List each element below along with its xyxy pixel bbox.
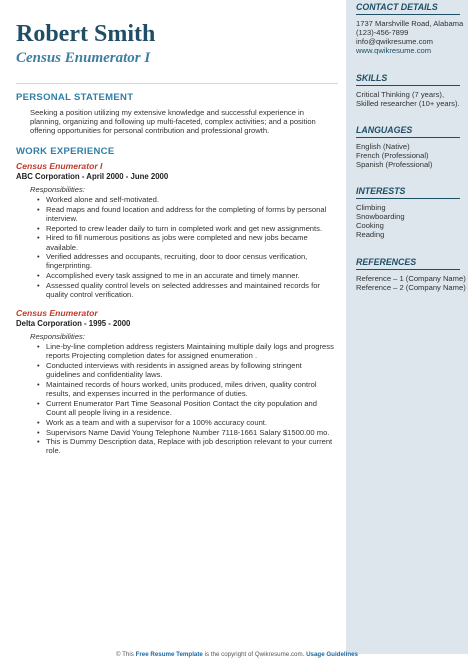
interests-section (356, 186, 468, 239)
list-item: Climbing (356, 203, 386, 212)
list-item: Reference – 1 (Company Name) (356, 274, 466, 283)
usage-guidelines-link[interactable]: Usage Guidelines (306, 651, 359, 658)
references-section (356, 257, 468, 292)
references-heading: REFERENCES (356, 257, 460, 270)
list-item: • Accomplished every task assigned to me in an accurate and timely manner. (46, 271, 336, 280)
contact-email[interactable]: info@qwikresume.com (356, 37, 433, 46)
list-item: English (Native) (356, 142, 410, 151)
sidebar (346, 0, 468, 654)
skills-heading: SKILLS (356, 73, 460, 86)
languages-list (356, 142, 468, 169)
list-item: Cooking (356, 221, 384, 230)
footer-copyright-prefix: © This (115, 651, 134, 658)
contact-heading: CONTACT DETAILS (356, 2, 460, 15)
list-item: • Worked alone and self-motivated. (46, 195, 336, 204)
responsibilities-label: Responsibilities: (30, 332, 85, 342)
list-item: Reading (356, 230, 385, 239)
list-item: Reference – 2 (Company Name) (356, 283, 466, 292)
list-item: French (Professional) (356, 151, 429, 160)
skills-text: Critical Thinking (7 years), Skilled researcher (10+ years). (356, 90, 460, 108)
list-item: • This is Dummy Description data, Replace with job description relevant to your current role. (46, 437, 336, 455)
list-item: • Conducted interviews with residents in assigned areas by following stringent guidelines and confidentiality laws. (46, 361, 336, 379)
footer (0, 651, 474, 658)
contact-section (356, 0, 468, 55)
list-item: Spanish (Professional) (356, 160, 433, 169)
list-item: • Assessed quality control levels on selected addresses and maintained records for quality control verification. (46, 281, 336, 299)
interests-heading: INTERESTS (356, 186, 460, 199)
contact-website[interactable]: www.qwikresume.com (356, 46, 432, 55)
list-item: • Supervisors Name David Young Telephone Number 7118-1661 Salary $1500.00 mo. (46, 428, 336, 437)
responsibility-list (16, 195, 336, 299)
references-list (356, 274, 468, 292)
list-item: • Line-by-line completion address registers Maintaining multiple daily logs and progress reports Projecting completion dates for assigned enumeration . (46, 342, 336, 360)
list-item: • Maintained records of hours worked, units produced, miles driven, quality control results, and expenses incurred in the performance of duties. (46, 380, 336, 398)
languages-heading: LANGUAGES (356, 125, 460, 138)
divider (16, 83, 338, 84)
job-role: Census Enumerator I (16, 161, 103, 171)
candidate-title: Census Enumerator I (16, 50, 151, 66)
main-column (16, 14, 336, 456)
job-company-dates: ABC Corporation - April 2000 - June 2000 (16, 172, 169, 181)
list-item: Snowboarding (356, 212, 405, 221)
list-item: • Hired to fill numerous positions as jobs were completed and new jobs became available. (46, 233, 336, 251)
job-role: Census Enumerator (16, 308, 98, 319)
interests-list (356, 203, 468, 239)
footer-copyright-text: is the copyright of Qwikresume.com. (204, 651, 305, 658)
job-company-dates: Delta Corporation - 1995 - 2000 (16, 319, 131, 329)
contact-address: 1737 Marshville Road, Alabama (356, 19, 464, 28)
job-entry-1 (16, 161, 336, 299)
work-experience-heading: WORK EXPERIENCE (16, 146, 115, 157)
job-entry-2 (16, 308, 336, 455)
contact-phone: (123)-456-7899 (356, 28, 409, 37)
contact-details (356, 19, 468, 55)
list-item: • Work as a team and with a supervisor for a 100% accuracy count. (46, 418, 336, 427)
responsibility-list (16, 342, 336, 455)
languages-section (356, 125, 468, 169)
list-item: • Verified addresses and occupants, recruiting, door to door census verification, fingerprinting. (46, 252, 336, 270)
candidate-name: Robert Smith (16, 21, 156, 47)
list-item: • Read maps and found location and address for the completing of forms by personal interview. (46, 205, 336, 223)
personal-statement-heading: PERSONAL STATEMENT (16, 92, 134, 103)
list-item: • Current Enumerator Part Time Seasonal Position Contact the city population and Count all people living in a residence. (46, 399, 336, 417)
free-resume-template-link[interactable]: Free Resume Template (135, 651, 203, 658)
list-item: • Reported to crew leader daily to turn in completed work and get new assignments. (46, 224, 336, 233)
skills-section (356, 73, 468, 108)
personal-statement-text: Seeking a position utilizing my extensive knowledge and successful experience in planning, organizing and following up multi-faceted, complex activities; and a position offering opportunities for personal contribution and professional growth. (30, 108, 316, 135)
responsibilities-label: Responsibilities: (30, 185, 85, 194)
